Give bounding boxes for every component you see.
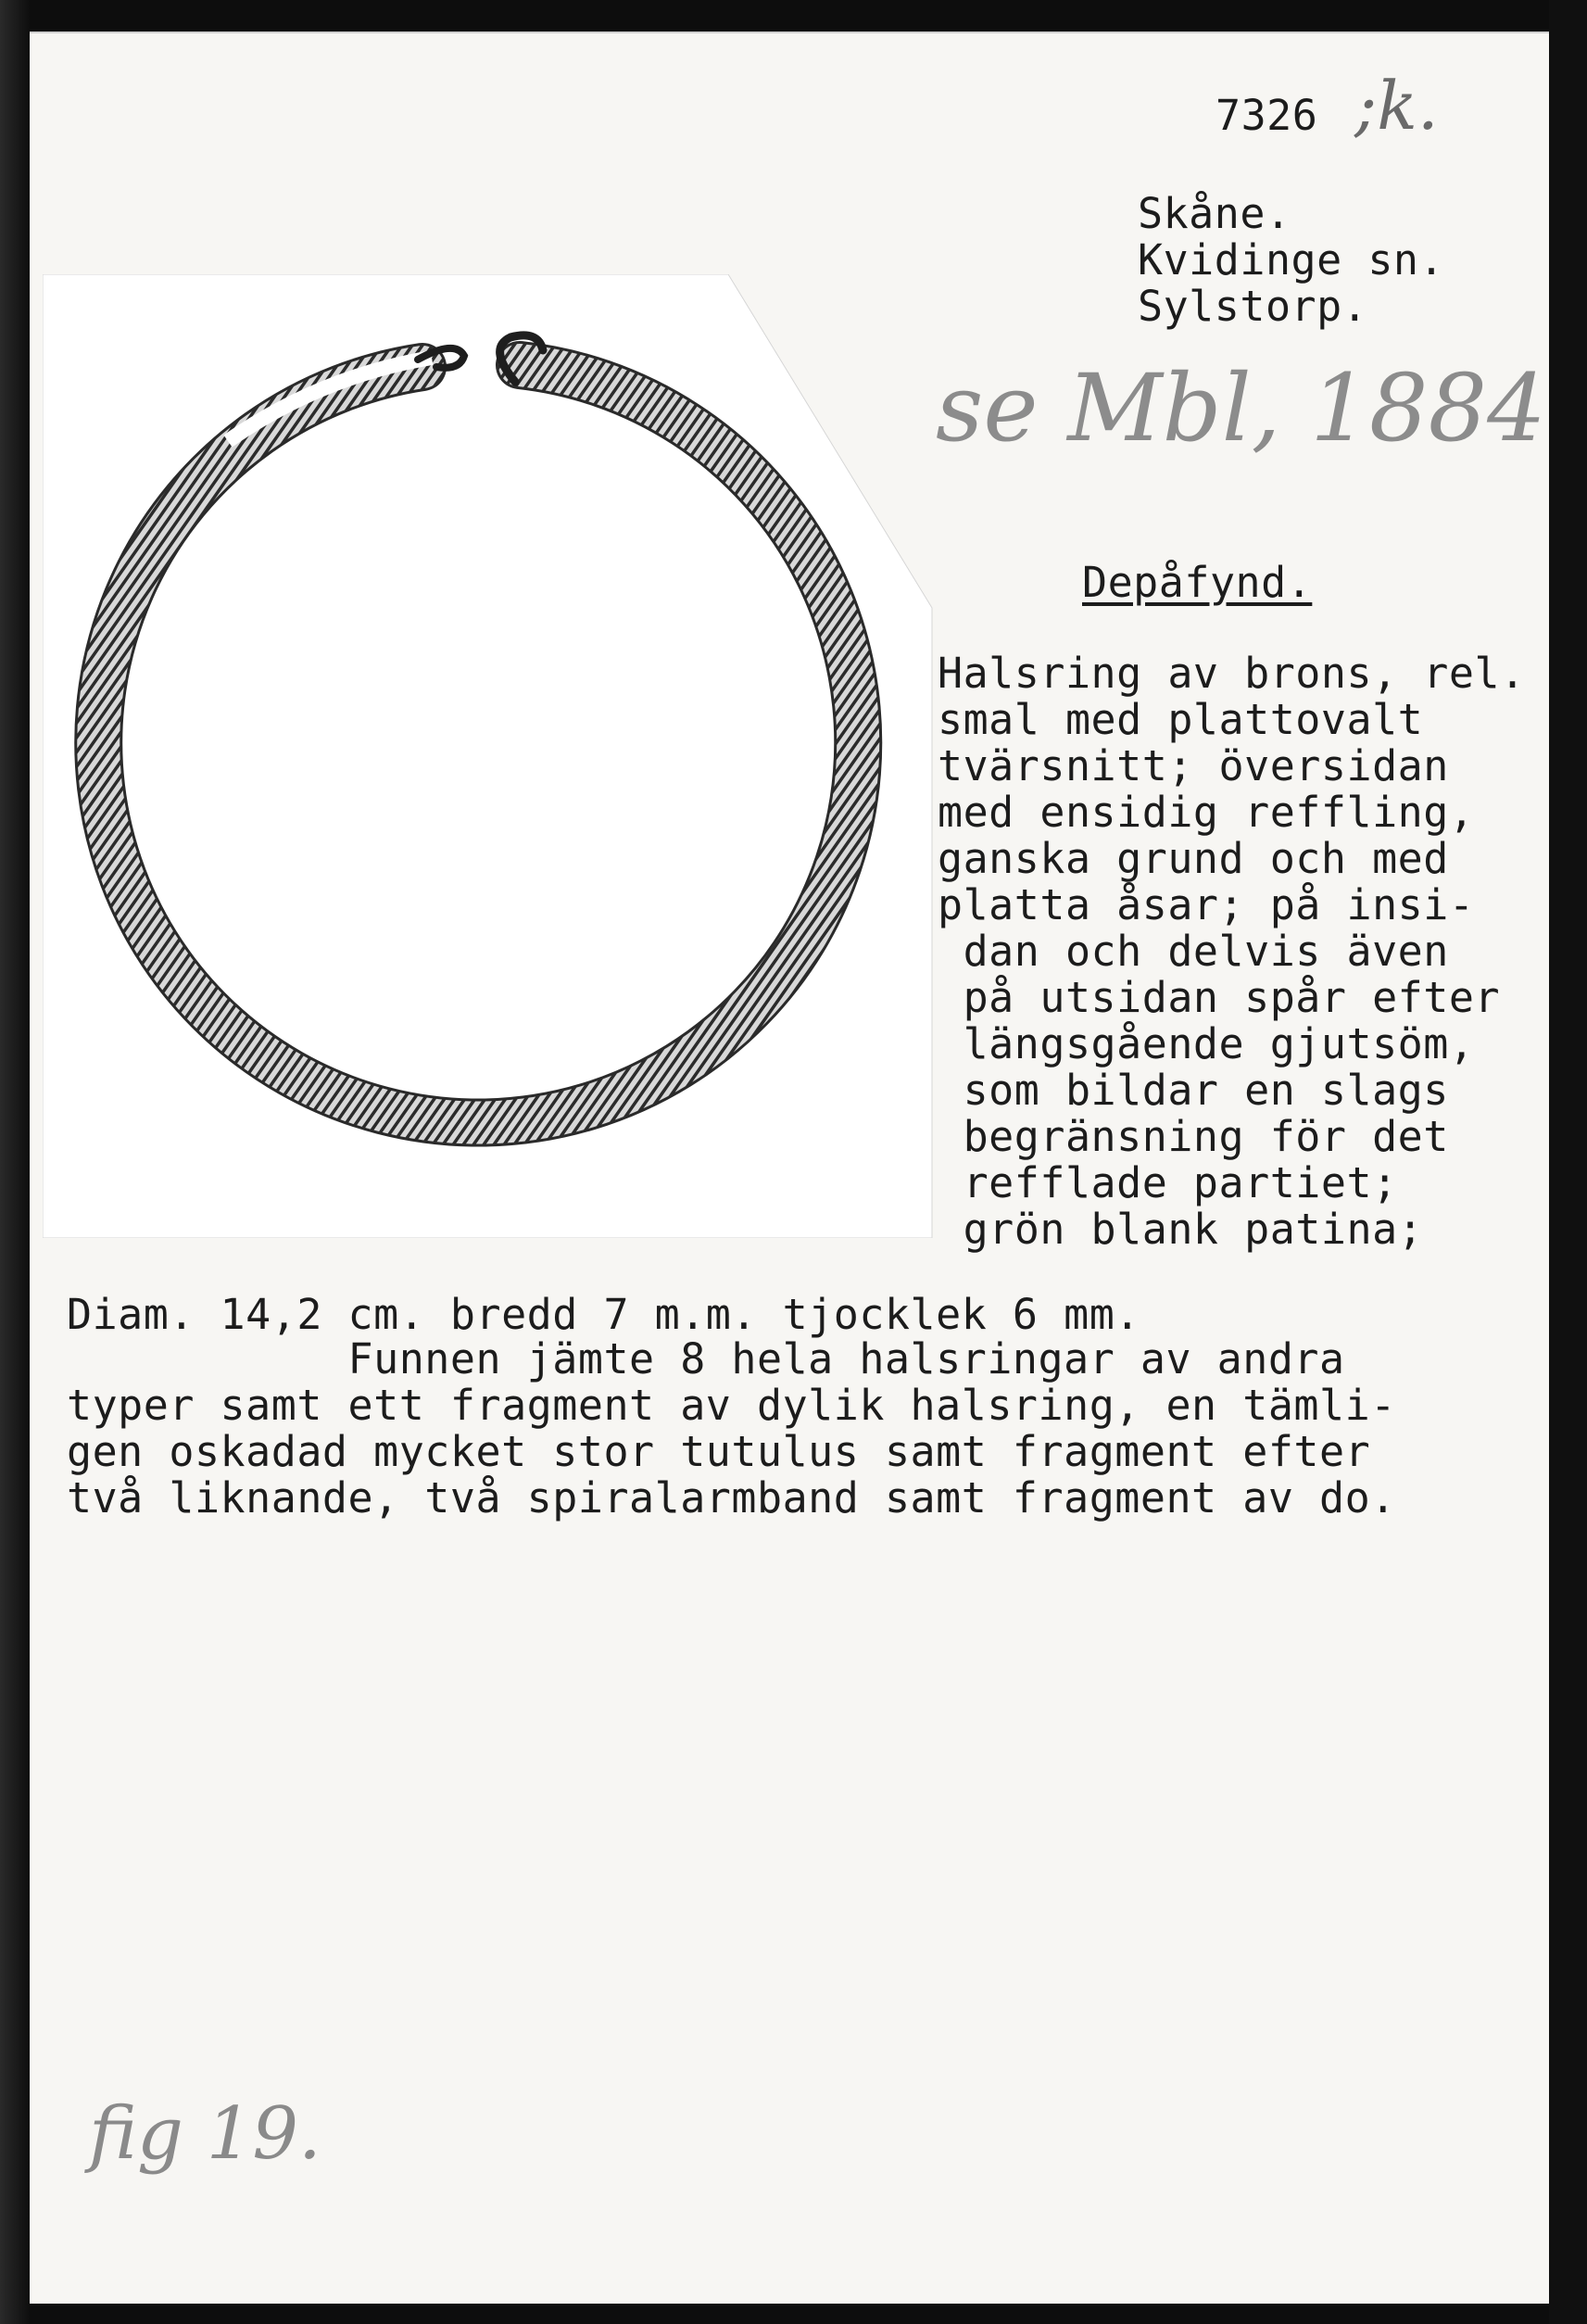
description-line: smal med plattovalt [938, 695, 1424, 744]
measurements: Diam. 14,2 cm. bredd 7 m.m. tjocklek 6 mm. [67, 1290, 1140, 1339]
description-line: tvärsnitt; översidan [938, 741, 1449, 790]
description-line: refflade partiet; [938, 1158, 1398, 1207]
location-province: Skåne. [1138, 189, 1291, 238]
figure-note: fig 19. [89, 2092, 321, 2176]
find-context-line: typer samt ett fragment av dylik halsring, en tämli- [67, 1381, 1396, 1430]
card-binder-edge [0, 0, 30, 2324]
find-context-block [67, 1336, 1396, 1522]
description-line: grön blank patina; [938, 1205, 1424, 1254]
description-line: på utsidan spår efter [938, 973, 1501, 1022]
description-line: ganska grund och med [938, 834, 1449, 883]
scan-right-edge [1549, 0, 1587, 2324]
description-block [938, 650, 1526, 1253]
handwritten-reference: se Mbl, 1884 [936, 354, 1546, 462]
description-line: längsgående gjutsöm, [938, 1019, 1475, 1068]
location-parish: Kvidinge sn. [1138, 235, 1445, 284]
description-line: platta åsar; på insi- [938, 880, 1475, 929]
description-line: Halsring av brons, rel. [938, 649, 1526, 698]
catalog-number: 7326 [1215, 91, 1318, 140]
description-line: med ensidig reffling, [938, 788, 1475, 837]
find-context-line: gen oskadad mycket stor tutulus samt fragment efter [67, 1427, 1371, 1476]
catalog-handwritten-mark: ;k. [1354, 67, 1439, 145]
find-type-heading: Depåfynd. [1082, 558, 1313, 607]
find-context-line: två liknande, två spiralarmband samt fragment av do. [67, 1473, 1396, 1522]
location-block [1138, 191, 1444, 330]
description-line: som bildar en slags [938, 1066, 1449, 1115]
description-line: begränsning för det [938, 1112, 1449, 1161]
find-context-line: Funnen jämte 8 hela halsringar av andra [67, 1334, 1345, 1383]
neck-ring-photograph [43, 274, 939, 1238]
description-line: dan och delvis även [938, 927, 1449, 976]
location-site: Sylstorp. [1138, 282, 1368, 331]
